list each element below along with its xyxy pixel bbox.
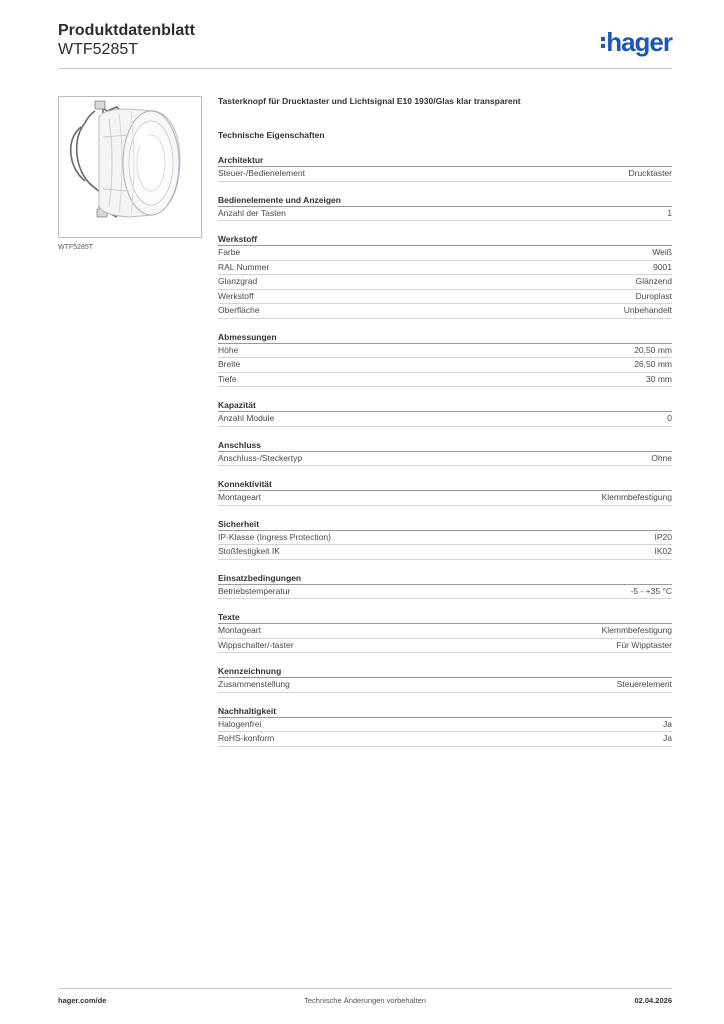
spec-row <box>218 412 672 427</box>
spec-row <box>218 452 672 467</box>
spec-key: Wippschalter/-taster <box>218 639 294 650</box>
spec-key: Höhe <box>218 344 239 355</box>
spec-row <box>218 167 672 182</box>
spec-value: Duroplast <box>635 290 672 301</box>
spec-key: Halogenfrei <box>218 718 262 729</box>
spec-row <box>218 678 672 693</box>
spec-group-title: Einsatzbedingungen <box>218 573 672 585</box>
spec-group-abmessungen <box>218 332 672 388</box>
spec-value: -5 - +35 °C <box>630 585 672 596</box>
spec-key: IP-Klasse (Ingress Protection) <box>218 531 331 542</box>
spec-row <box>218 290 672 305</box>
footer-divider <box>58 988 672 989</box>
spec-key: Anschluss-/Steckertyp <box>218 452 303 463</box>
spec-key: Stoßfestigkeit IK <box>218 546 280 556</box>
spec-key: Glanzgrad <box>218 276 258 286</box>
spec-group-texte <box>218 612 672 653</box>
spec-row <box>218 531 672 546</box>
spec-group-nachhaltigkeit <box>218 706 672 747</box>
spec-group-title: Sicherheit <box>218 519 672 531</box>
document-title: Produktdatenblatt <box>58 22 195 39</box>
spec-key: Farbe <box>218 247 241 257</box>
spec-key: Montageart <box>218 625 261 635</box>
spec-group-sicherheit <box>218 519 672 560</box>
spec-key: Betriebstemperatur <box>218 585 291 596</box>
spec-group-title: Konnektivität <box>218 479 672 491</box>
spec-key: RoHS-konform <box>218 733 275 743</box>
spec-group-kennzeichnung <box>218 666 672 693</box>
spec-value: 30 mm <box>646 373 672 384</box>
spec-value: Klemmbefestigung <box>601 625 672 635</box>
spec-value: Glänzend <box>635 276 672 286</box>
push-button-cap-icon <box>59 97 201 237</box>
spec-group-title: Texte <box>218 612 672 624</box>
spec-row <box>218 344 672 359</box>
spec-group-title: Anschluss <box>218 440 672 452</box>
image-caption: WTF5285T <box>58 244 94 251</box>
spec-row <box>218 639 672 654</box>
spec-row <box>218 545 672 560</box>
section-heading: Technische Eigenschaften <box>218 130 325 140</box>
spec-group-kapazitaet <box>218 400 672 427</box>
spec-group-architektur <box>218 155 672 182</box>
spec-row <box>218 261 672 276</box>
spec-group-title: Abmessungen <box>218 332 672 344</box>
spec-value: Unbehandelt <box>623 305 672 315</box>
spec-row <box>218 373 672 388</box>
spec-content <box>218 96 672 747</box>
spec-group-bedienelemente <box>218 195 672 222</box>
spec-row <box>218 358 672 373</box>
spec-row <box>218 718 672 733</box>
spec-key: Anzahl der Tasten <box>218 207 286 218</box>
spec-value: 20,50 mm <box>634 344 672 355</box>
spec-group-title: Nachhaltigkeit <box>218 706 672 718</box>
spec-value: 26,50 mm <box>634 359 672 369</box>
header-divider <box>58 68 672 69</box>
spec-group-einsatzbedingungen <box>218 573 672 600</box>
spec-value: Weiß <box>652 247 672 257</box>
spec-group-werkstoff <box>218 234 672 319</box>
spec-value: Für Wipptaster <box>616 639 672 650</box>
spec-value: Drucktaster <box>628 168 672 178</box>
page-header <box>58 22 672 70</box>
spec-value: Steuerelement <box>616 679 672 689</box>
spec-row <box>218 207 672 222</box>
spec-key: Breite <box>218 359 241 369</box>
spec-key: Werkstoff <box>218 290 254 301</box>
spec-value: Ja <box>663 733 672 743</box>
spec-group-title: Kapazität <box>218 400 672 412</box>
footer-website-link[interactable]: hager.com/de <box>58 996 107 1005</box>
spec-row <box>218 732 672 747</box>
spec-key: Oberfläche <box>218 305 260 315</box>
spec-row <box>218 304 672 319</box>
spec-value: IP20 <box>654 531 672 542</box>
spec-group-title: Bedienelemente und Anzeigen <box>218 195 672 207</box>
spec-value: 9001 <box>653 261 672 272</box>
spec-value: Klemmbefestigung <box>601 492 672 502</box>
hager-logo <box>601 28 672 56</box>
spec-value: Ja <box>663 718 672 729</box>
spec-row <box>218 624 672 639</box>
spec-value: 1 <box>667 207 672 218</box>
spec-value: IK02 <box>654 546 672 556</box>
spec-value: 0 <box>667 413 672 423</box>
spec-group-konnektivitaet <box>218 479 672 506</box>
spec-key: Zusammenstellung <box>218 679 290 689</box>
spec-key: Montageart <box>218 492 261 502</box>
footer-disclaimer: Technische Änderungen vorbehalten <box>304 996 426 1005</box>
footer-date: 02.04.2026 <box>634 996 672 1005</box>
spec-key: Anzahl Module <box>218 413 275 423</box>
product-number: WTF5285T <box>58 41 139 58</box>
spec-row <box>218 275 672 290</box>
spec-key: Tiefe <box>218 373 237 384</box>
spec-value: Ohne <box>651 452 672 463</box>
spec-row <box>218 491 672 506</box>
spec-group-title: Architektur <box>218 155 672 167</box>
product-description: Tasterknopf für Drucktaster und Lichtsignal E10 1930/Glas klar transparent <box>218 96 521 106</box>
spec-group-anschluss <box>218 440 672 467</box>
spec-key: Steuer-/Bedienelement <box>218 168 305 178</box>
logo-colon-icon <box>601 37 605 48</box>
spec-row <box>218 585 672 600</box>
product-image <box>58 96 202 238</box>
spec-group-title: Kennzeichnung <box>218 666 672 678</box>
spec-row <box>218 246 672 261</box>
spec-key: RAL Nummer <box>218 261 270 272</box>
logo-wordmark: hager <box>606 27 672 57</box>
spec-group-title: Werkstoff <box>218 234 672 246</box>
